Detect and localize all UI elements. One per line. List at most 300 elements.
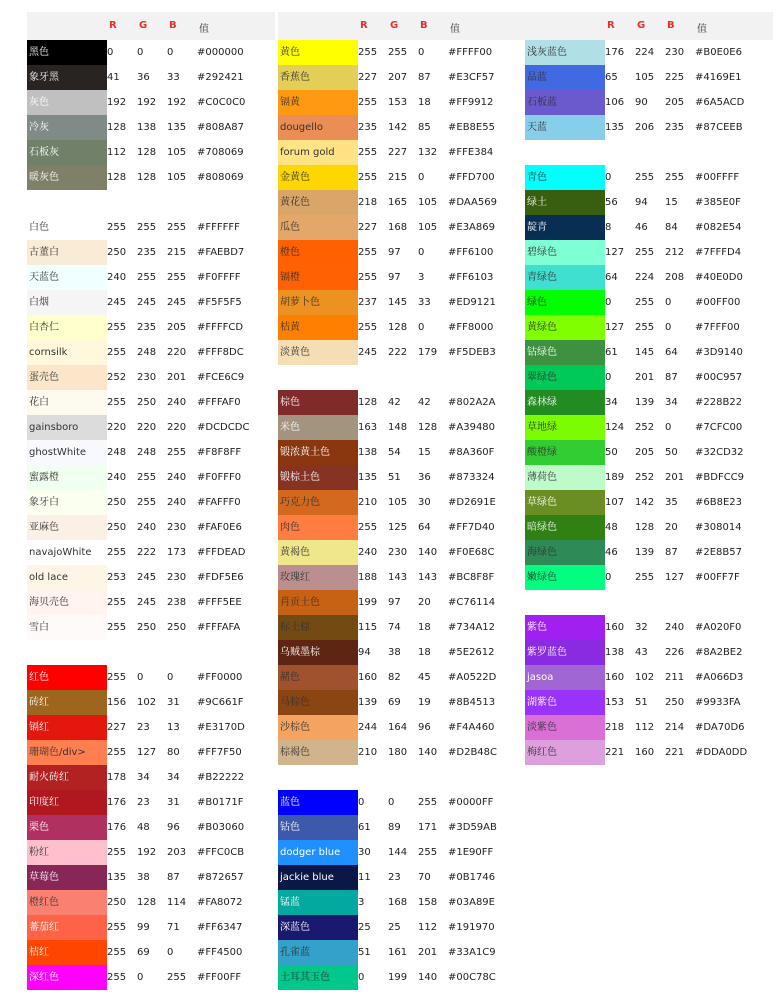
r-value: 255 (107, 847, 127, 858)
hex-value: #00FF00 (695, 297, 741, 308)
b-value: 80 (167, 747, 180, 758)
color-swatch: 天蓝色 (27, 265, 107, 290)
r-value: 160 (605, 672, 625, 683)
color-swatch: 淡黄色 (278, 340, 358, 365)
color-row (27, 540, 275, 565)
color-row (525, 465, 773, 490)
hex-value: #1E90FF (448, 847, 494, 858)
color-row (278, 615, 526, 640)
r-value: 3 (358, 897, 365, 908)
color-swatch: ghostWhite (27, 440, 107, 465)
g-value: 160 (635, 747, 655, 758)
b-value: 201 (418, 947, 438, 958)
color-swatch: 黄绿色 (525, 315, 605, 340)
header-g: G (637, 20, 646, 31)
r-value: 255 (107, 972, 127, 983)
hex-value: #F4A460 (448, 722, 495, 733)
header-value: 值 (697, 24, 707, 35)
color-swatch: 孔雀蓝 (278, 940, 358, 965)
g-value: 153 (388, 97, 408, 108)
b-value: 132 (418, 147, 438, 158)
color-swatch: 橙色 (278, 240, 358, 265)
g-value: 250 (137, 622, 157, 633)
r-value: 135 (605, 122, 625, 133)
g-value: 38 (137, 872, 150, 883)
b-value: 238 (167, 597, 187, 608)
color-row (525, 265, 773, 290)
b-value: 71 (167, 922, 180, 933)
r-value: 210 (358, 497, 378, 508)
b-value: 30 (418, 497, 431, 508)
color-swatch: 桔红 (27, 940, 107, 965)
column-body (27, 40, 275, 990)
color-swatch: 青色 (525, 165, 605, 190)
color-row (278, 115, 526, 140)
color-swatch: 蜜露橙 (27, 465, 107, 490)
r-value: 255 (358, 322, 378, 333)
r-value: 189 (605, 472, 625, 483)
g-value: 25 (388, 922, 401, 933)
hex-value: #FFDEAD (197, 547, 246, 558)
b-value: 255 (167, 447, 187, 458)
color-swatch: 马棕色 (278, 690, 358, 715)
r-value: 127 (605, 247, 625, 258)
r-value: 255 (358, 522, 378, 533)
g-value: 69 (388, 697, 401, 708)
g-value: 180 (388, 747, 408, 758)
g-value: 128 (635, 522, 655, 533)
r-value: 255 (358, 172, 378, 183)
color-row (27, 865, 275, 890)
g-value: 222 (388, 347, 408, 358)
header-g: G (390, 20, 399, 31)
r-value: 188 (358, 572, 378, 583)
r-value: 0 (605, 372, 612, 383)
hex-value: #DA70D6 (695, 722, 745, 733)
g-value: 43 (635, 647, 648, 658)
header-r: R (607, 20, 615, 31)
hex-value: #E3A869 (448, 222, 495, 233)
color-swatch: 亚麻色 (27, 515, 107, 540)
b-value: 235 (665, 122, 685, 133)
g-value: 105 (388, 497, 408, 508)
color-swatch: 蛋壳色 (27, 365, 107, 390)
hex-value: #808A87 (197, 122, 245, 133)
header-value: 值 (199, 24, 209, 35)
color-swatch: 肉色 (278, 515, 358, 540)
color-row (525, 115, 773, 140)
color-swatch: 雪白 (27, 615, 107, 640)
r-value: 124 (605, 422, 625, 433)
color-row (278, 65, 526, 90)
g-value: 255 (635, 322, 655, 333)
g-value: 248 (137, 447, 157, 458)
color-row (27, 90, 275, 115)
color-row (278, 140, 526, 165)
color-row (525, 490, 773, 515)
g-value: 245 (137, 572, 157, 583)
b-value: 0 (167, 47, 174, 58)
r-value: 56 (605, 197, 618, 208)
g-value: 125 (388, 522, 408, 533)
b-value: 18 (418, 647, 431, 658)
column-header (525, 12, 773, 40)
color-row (278, 865, 526, 890)
color-swatch: 金黄色 (278, 165, 358, 190)
g-value: 142 (635, 497, 655, 508)
hex-value: #872657 (197, 872, 244, 883)
header-b: B (667, 20, 675, 31)
color-swatch: 橙红色 (27, 890, 107, 915)
color-swatch: 标土棕 (278, 615, 358, 640)
color-swatch: 海贝壳色 (27, 590, 107, 615)
hex-value: #734A12 (448, 622, 496, 633)
b-value: 143 (418, 572, 438, 583)
color-swatch: 粉红 (27, 840, 107, 865)
r-value: 210 (358, 747, 378, 758)
r-value: 135 (107, 872, 127, 883)
color-swatch: 嫩绿色 (525, 565, 605, 590)
r-value: 227 (358, 72, 378, 83)
b-value: 140 (418, 972, 438, 983)
hex-value: #082E54 (695, 222, 742, 233)
r-value: 199 (358, 597, 378, 608)
color-row (278, 490, 526, 515)
r-value: 255 (107, 222, 127, 233)
g-value: 127 (137, 747, 157, 758)
g-value: 235 (137, 247, 157, 258)
hex-value: #03A89E (448, 897, 495, 908)
color-row (27, 290, 275, 315)
r-value: 255 (107, 322, 127, 333)
hex-value: #2E8B57 (695, 547, 743, 558)
color-row (27, 240, 275, 265)
color-swatch: 绿色 (525, 290, 605, 315)
b-value: 18 (418, 97, 431, 108)
color-row (525, 340, 773, 365)
color-row (27, 115, 275, 140)
b-value: 31 (167, 697, 180, 708)
color-swatch: 桔黄 (278, 315, 358, 340)
r-value: 250 (107, 897, 127, 908)
g-value: 128 (388, 322, 408, 333)
b-value: 211 (665, 672, 685, 683)
b-value: 255 (167, 972, 187, 983)
color-swatch: forum gold (278, 140, 358, 165)
b-value: 240 (167, 497, 187, 508)
color-row (525, 365, 773, 390)
b-value: 255 (167, 222, 187, 233)
color-swatch: 绿土 (525, 190, 605, 215)
r-value: 255 (107, 397, 127, 408)
g-value: 0 (137, 47, 144, 58)
g-value: 220 (137, 422, 157, 433)
color-row (27, 490, 275, 515)
color-row (525, 415, 773, 440)
color-swatch: 古董白 (27, 240, 107, 265)
g-value: 230 (388, 547, 408, 558)
b-value: 192 (167, 97, 187, 108)
r-value: 8 (605, 222, 612, 233)
color-swatch: 薄荷色 (525, 465, 605, 490)
b-value: 240 (167, 472, 187, 483)
b-value: 0 (665, 297, 672, 308)
color-row (27, 665, 275, 690)
header-b: B (420, 20, 428, 31)
hex-value: #FF9912 (448, 97, 494, 108)
hex-value: #FF00FF (197, 972, 242, 983)
color-swatch: 梅红色 (525, 740, 605, 765)
g-value: 139 (635, 547, 655, 558)
hex-value: #3D9140 (695, 347, 743, 358)
r-value: 255 (107, 622, 127, 633)
color-row (278, 465, 526, 490)
b-value: 87 (167, 872, 180, 883)
color-swatch: 镉黄 (278, 90, 358, 115)
b-value: 250 (167, 622, 187, 633)
color-swatch: 草莓色 (27, 865, 107, 890)
b-value: 64 (665, 347, 678, 358)
header-g: G (139, 20, 148, 31)
g-value: 224 (635, 272, 655, 283)
g-value: 36 (137, 72, 150, 83)
hex-value: #385E0F (695, 197, 741, 208)
hex-value: #40E0D0 (695, 272, 743, 283)
b-value: 158 (418, 897, 438, 908)
color-row (278, 415, 526, 440)
g-value: 192 (137, 847, 157, 858)
r-value: 244 (358, 722, 378, 733)
color-row (27, 390, 275, 415)
r-value: 255 (358, 47, 378, 58)
color-row (278, 440, 526, 465)
hex-value: #808069 (197, 172, 244, 183)
hex-value: #FA8072 (197, 897, 243, 908)
r-value: 50 (605, 447, 618, 458)
b-value: 0 (167, 947, 174, 958)
r-value: 255 (107, 597, 127, 608)
color-swatch: 红色 (27, 665, 107, 690)
b-value: 84 (665, 222, 678, 233)
r-value: 0 (605, 297, 612, 308)
color-swatch: 黄褐色 (278, 540, 358, 565)
color-swatch: 耐火砖红 (27, 765, 107, 790)
g-value: 89 (388, 822, 401, 833)
color-swatch: dougello (278, 115, 358, 140)
hex-value: #708069 (197, 147, 244, 158)
hex-value: #FFFFCD (197, 322, 244, 333)
color-row (278, 590, 526, 615)
color-swatch: 象牙白 (27, 490, 107, 515)
hex-value: #DDA0DD (695, 747, 748, 758)
color-swatch: 石板灰 (27, 140, 107, 165)
b-value: 140 (418, 547, 438, 558)
r-value: 192 (107, 97, 127, 108)
color-swatch: 草绿色 (525, 490, 605, 515)
b-value: 85 (418, 122, 431, 133)
hex-value: #FF6100 (448, 247, 494, 258)
color-column (525, 12, 773, 765)
b-value: 201 (665, 472, 685, 483)
b-value: 96 (418, 722, 431, 733)
g-value: 161 (388, 947, 408, 958)
r-value: 11 (358, 872, 371, 883)
r-value: 237 (358, 297, 378, 308)
color-row (278, 190, 526, 215)
hex-value: #FFE384 (448, 147, 494, 158)
r-value: 30 (358, 847, 371, 858)
b-value: 214 (665, 722, 685, 733)
color-swatch: old lace (27, 565, 107, 590)
g-value: 34 (137, 772, 150, 783)
b-value: 135 (167, 122, 187, 133)
b-value: 36 (418, 472, 431, 483)
color-row (278, 815, 526, 840)
color-swatch: 土耳其玉色 (278, 965, 358, 990)
color-row (525, 740, 773, 765)
color-row (278, 565, 526, 590)
r-value: 139 (358, 697, 378, 708)
r-value: 255 (107, 747, 127, 758)
color-row (27, 715, 275, 740)
hex-value: #3D59AB (448, 822, 497, 833)
b-value: 255 (665, 172, 685, 183)
b-value: 45 (418, 672, 431, 683)
g-value: 222 (137, 547, 157, 558)
hex-value: #FDF5E6 (197, 572, 244, 583)
b-value: 33 (418, 297, 431, 308)
hex-value: #D2691E (448, 497, 496, 508)
b-value: 128 (418, 422, 438, 433)
color-swatch: 象牙黑 (27, 65, 107, 90)
color-swatch: 冷灰 (27, 115, 107, 140)
color-swatch: 珊瑚色/div> (27, 740, 107, 765)
hex-value: #6B8E23 (695, 497, 743, 508)
r-value: 128 (107, 172, 127, 183)
b-value: 105 (167, 147, 187, 158)
color-row (27, 65, 275, 90)
g-value: 224 (635, 47, 655, 58)
r-value: 41 (107, 72, 120, 83)
color-row (525, 290, 773, 315)
hex-value: #F8F8FF (197, 447, 242, 458)
hex-value: #FF7F50 (197, 747, 242, 758)
hex-value: #FFFFFF (197, 222, 240, 233)
b-value: 105 (418, 222, 438, 233)
color-swatch: 印度红 (27, 790, 107, 815)
color-row (525, 215, 773, 240)
b-value: 255 (418, 797, 438, 808)
r-value: 248 (107, 447, 127, 458)
b-value: 255 (418, 847, 438, 858)
color-row (27, 590, 275, 615)
b-value: 226 (665, 647, 685, 658)
g-value: 240 (137, 522, 157, 533)
b-value: 240 (665, 622, 685, 633)
color-row (525, 240, 773, 265)
r-value: 218 (605, 722, 625, 733)
r-value: 160 (605, 622, 625, 633)
color-swatch: 赭色 (278, 665, 358, 690)
g-value: 69 (137, 947, 150, 958)
hex-value: #FFD700 (448, 172, 495, 183)
hex-value: #9933FA (695, 697, 741, 708)
color-swatch: 翠绿色 (525, 365, 605, 390)
hex-value: #8B4513 (448, 697, 496, 708)
color-swatch: 青绿色 (525, 265, 605, 290)
header-r: R (360, 20, 368, 31)
hex-value: #A0522D (448, 672, 497, 683)
color-swatch: gainsboro (27, 415, 107, 440)
column-header (27, 12, 275, 40)
color-swatch: 肖贡土色 (278, 590, 358, 615)
g-value: 230 (137, 372, 157, 383)
hex-value: #0000FF (448, 797, 494, 808)
b-value: 112 (418, 922, 438, 933)
hex-value: #DCDCDC (197, 422, 250, 433)
r-value: 240 (107, 272, 127, 283)
b-value: 0 (418, 247, 425, 258)
r-value: 51 (358, 947, 371, 958)
hex-value: #E3CF57 (448, 72, 495, 83)
color-swatch: jasoa (525, 665, 605, 690)
r-value: 176 (107, 822, 127, 833)
b-value: 230 (167, 522, 187, 533)
b-value: 0 (665, 322, 672, 333)
color-row (278, 290, 526, 315)
r-value: 255 (107, 547, 127, 558)
g-value: 97 (388, 597, 401, 608)
hex-value: #32CD32 (695, 447, 744, 458)
r-value: 64 (605, 272, 618, 283)
group-gap (278, 765, 526, 790)
r-value: 163 (358, 422, 378, 433)
g-value: 128 (137, 147, 157, 158)
hex-value: #FF0000 (197, 672, 243, 683)
r-value: 253 (107, 572, 127, 583)
r-value: 61 (358, 822, 371, 833)
color-row (278, 340, 526, 365)
b-value: 179 (418, 347, 438, 358)
g-value: 250 (137, 397, 157, 408)
r-value: 255 (107, 672, 127, 683)
color-row (278, 515, 526, 540)
color-row (278, 165, 526, 190)
r-value: 176 (107, 797, 127, 808)
color-swatch: 石板蓝 (525, 90, 605, 115)
g-value: 168 (388, 897, 408, 908)
g-value: 201 (635, 372, 655, 383)
r-value: 128 (107, 122, 127, 133)
color-swatch: jackie blue (278, 865, 358, 890)
g-value: 227 (388, 147, 408, 158)
g-value: 255 (137, 472, 157, 483)
b-value: 42 (418, 397, 431, 408)
color-row (525, 615, 773, 640)
color-row (525, 390, 773, 415)
g-value: 102 (137, 697, 157, 708)
color-swatch: 暖灰色 (27, 165, 107, 190)
color-row (27, 765, 275, 790)
hex-value: #FF4500 (197, 947, 243, 958)
color-row (27, 140, 275, 165)
g-value: 0 (137, 672, 144, 683)
color-swatch: 棕褐色 (278, 740, 358, 765)
color-swatch: 白杏仁 (27, 315, 107, 340)
b-value: 255 (167, 272, 187, 283)
g-value: 94 (635, 197, 648, 208)
g-value: 144 (388, 847, 408, 858)
